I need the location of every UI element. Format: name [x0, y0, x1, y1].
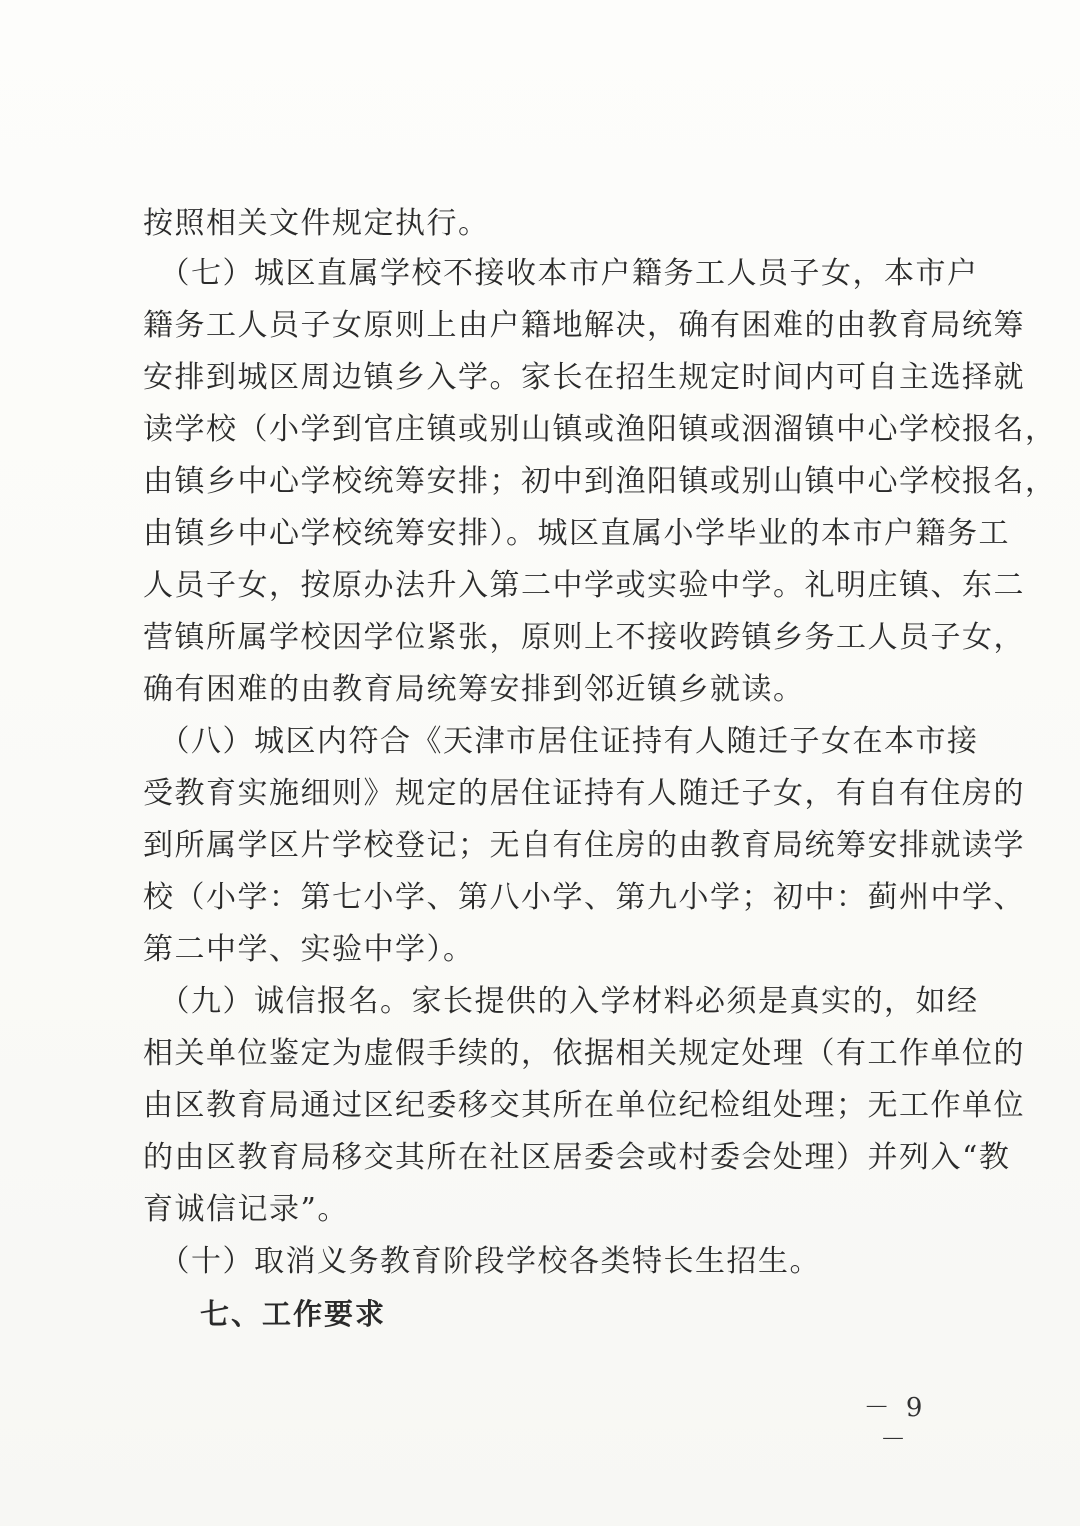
body-line-1: 按照相关文件规定执行。	[143, 206, 490, 241]
body-line-14: 校（小学：第七小学、第八小学、第九小学；初中：蓟州中学、	[143, 880, 1025, 915]
body-line-3: 籍务工人员子女原则上由户籍地解决，确有困难的由教育局统筹	[143, 308, 1025, 343]
body-line-4: 安排到城区周边镇乡入学。家长在招生规定时间内可自主选择就	[143, 360, 1025, 395]
body-line-19: 的由区教育局移交其所在社区居委会或村委会处理）并列入“教	[143, 1140, 1011, 1175]
body-line-21: （十）取消义务教育阶段学校各类特长生招生。	[143, 1244, 821, 1279]
body-line-5: 读学校（小学到官庄镇或别山镇或渔阳镇或洇溜镇中心学校报名，	[143, 412, 1057, 447]
body-line-9: 营镇所属学校因学位紧张，原则上不接收跨镇乡务工人员子女，	[143, 620, 1025, 655]
body-line-18: 由区教育局通过区纪委移交其所在单位纪检组处理；无工作单位	[143, 1088, 1025, 1123]
page-number: － 9 －	[863, 1393, 927, 1455]
section-heading: 七、工作要求	[200, 1297, 387, 1331]
body-line-2: （七）城区直属学校不接收本市户籍务工人员子女，本市户	[143, 256, 979, 291]
body-line-13: 到所属学区片学校登记；无自有住房的由教育局统筹安排就读学	[143, 828, 1025, 863]
body-line-7: 由镇乡中心学校统筹安排）。城区直属小学毕业的本市户籍务工	[143, 516, 1010, 551]
body-line-6: 由镇乡中心学校统筹安排；初中到渔阳镇或别山镇中心学校报名，	[143, 464, 1057, 499]
body-line-11: （八）城区内符合《天津市居住证持有人随迁子女在本市接	[143, 724, 979, 759]
body-line-20: 育诚信记录”。	[143, 1192, 349, 1227]
body-line-15: 第二中学、实验中学）。	[143, 932, 475, 967]
body-line-12: 受教育实施细则》规定的居住证持有人随迁子女，有自有住房的	[143, 776, 1025, 811]
body-line-16: （九）诚信报名。家长提供的入学材料必须是真实的，如经	[143, 984, 979, 1019]
body-line-10: 确有困难的由教育局统筹安排到邻近镇乡就读。	[143, 672, 805, 707]
body-line-8: 人员子女，按原办法升入第二中学或实验中学。礼明庄镇、东二	[143, 568, 1025, 603]
body-line-17: 相关单位鉴定为虚假手续的，依据相关规定处理（有工作单位的	[143, 1036, 1025, 1071]
